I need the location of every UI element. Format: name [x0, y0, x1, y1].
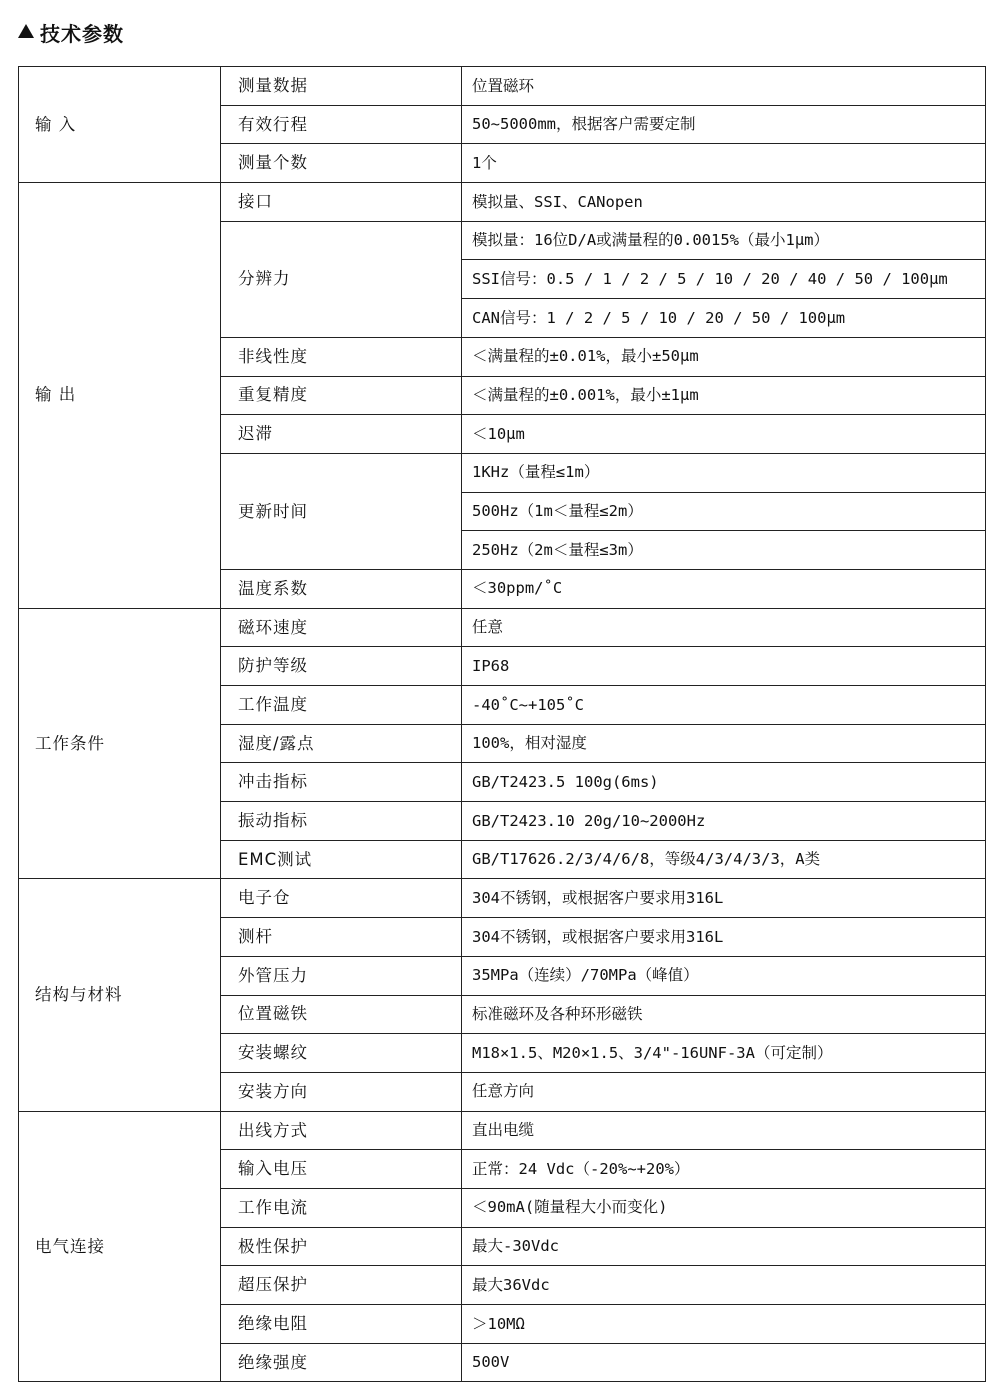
parameter-name-cell: 安装螺纹 [221, 1034, 462, 1073]
parameter-value-cell: ＜10μm [462, 415, 986, 454]
parameter-value-cell: 模拟量、SSI、CANopen [462, 183, 986, 222]
category-cell: 结构与材料 [19, 879, 221, 1111]
parameter-value-cell: 500V [462, 1343, 986, 1382]
parameter-name-cell: 迟滞 [221, 415, 462, 454]
triangle-icon [18, 24, 34, 38]
parameter-value-cell: GB/T17626.2/3/4/6/8，等级4/3/4/3/3，A类 [462, 840, 986, 879]
parameter-name-cell: 磁环速度 [221, 608, 462, 647]
parameter-name-cell: 位置磁铁 [221, 995, 462, 1034]
parameter-value-cell: GB/T2423.5 100g(6ms) [462, 763, 986, 802]
category-cell: 输 出 [19, 183, 221, 609]
parameter-value-cell: ＜30ppm/˚C [462, 569, 986, 608]
spec-table [18, 66, 986, 1382]
parameter-name-cell: 重复精度 [221, 376, 462, 415]
parameter-name-cell: 更新时间 [221, 453, 462, 569]
parameter-value-cell: 标准磁环及各种环形磁铁 [462, 995, 986, 1034]
parameter-name-cell: 冲击指标 [221, 763, 462, 802]
table-row [19, 608, 986, 647]
parameter-value-cell: 1KHz（量程≤1m） [462, 453, 986, 492]
parameter-name-cell: 测杆 [221, 918, 462, 957]
section-heading-text: 技术参数 [40, 21, 124, 46]
parameter-value-cell: ＞10MΩ [462, 1305, 986, 1344]
parameter-value-cell: -40˚C~+105˚C [462, 686, 986, 725]
parameter-name-cell: 有效行程 [221, 105, 462, 144]
parameter-name-cell: 电子仓 [221, 879, 462, 918]
parameter-value-cell: 35MPa（连续）/70MPa（峰值） [462, 956, 986, 995]
parameter-name-cell: 防护等级 [221, 647, 462, 686]
spec-table-body [19, 67, 986, 1382]
parameter-name-cell: 湿度/露点 [221, 724, 462, 763]
parameter-name-cell: 分辨力 [221, 221, 462, 337]
parameter-value-cell: 304不锈钢，或根据客户要求用316L [462, 879, 986, 918]
parameter-value-cell: 任意方向 [462, 1072, 986, 1111]
parameter-name-cell: 极性保护 [221, 1227, 462, 1266]
parameter-value-cell: 304不锈钢，或根据客户要求用316L [462, 918, 986, 957]
parameter-name-cell: 超压保护 [221, 1266, 462, 1305]
parameter-value-cell: 正常：24 Vdc（-20%~+20%） [462, 1150, 986, 1189]
parameter-value-cell: GB/T2423.10 20g/10~2000Hz [462, 802, 986, 841]
parameter-value-cell: ＜满量程的±0.01%，最小±50μm [462, 337, 986, 376]
section-heading [18, 14, 124, 50]
parameter-value-cell: ＜满量程的±0.001%，最小±1μm [462, 376, 986, 415]
parameter-name-cell: 非线性度 [221, 337, 462, 376]
parameter-name-cell: 工作电流 [221, 1188, 462, 1227]
parameter-name-cell: EMC测试 [221, 840, 462, 879]
parameter-value-cell: 50~5000mm，根据客户需要定制 [462, 105, 986, 144]
parameter-value-cell: ＜90mA(随量程大小而变化) [462, 1188, 986, 1227]
parameter-value-cell: 500Hz（1m＜量程≤2m） [462, 492, 986, 531]
parameter-name-cell: 绝缘电阻 [221, 1305, 462, 1344]
parameter-name-cell: 测量数据 [221, 67, 462, 106]
parameter-value-cell: 直出电缆 [462, 1111, 986, 1150]
parameter-value-cell: CAN信号：1 / 2 / 5 / 10 / 20 / 50 / 100μm [462, 299, 986, 338]
parameter-name-cell: 安装方向 [221, 1072, 462, 1111]
category-cell: 输 入 [19, 67, 221, 183]
parameter-value-cell: 最大-30Vdc [462, 1227, 986, 1266]
parameter-value-cell: SSI信号：0.5 / 1 / 2 / 5 / 10 / 20 / 40 / 50 / 100μm [462, 260, 986, 299]
parameter-value-cell: M18×1.5、M20×1.5、3/4"-16UNF-3A（可定制） [462, 1034, 986, 1073]
parameter-name-cell: 工作温度 [221, 686, 462, 725]
parameter-name-cell: 温度系数 [221, 569, 462, 608]
parameter-value-cell: 模拟量：16位D/A或满量程的0.0015%（最小1μm） [462, 221, 986, 260]
table-row [19, 879, 986, 918]
parameter-name-cell: 外管压力 [221, 956, 462, 995]
parameter-value-cell: 1个 [462, 144, 986, 183]
parameter-value-cell: IP68 [462, 647, 986, 686]
category-cell: 工作条件 [19, 608, 221, 879]
parameter-name-cell: 出线方式 [221, 1111, 462, 1150]
parameter-name-cell: 测量个数 [221, 144, 462, 183]
parameter-name-cell: 输入电压 [221, 1150, 462, 1189]
parameter-value-cell: 任意 [462, 608, 986, 647]
parameter-value-cell: 最大36Vdc [462, 1266, 986, 1305]
parameter-name-cell: 绝缘强度 [221, 1343, 462, 1382]
parameter-value-cell: 250Hz（2m＜量程≤3m） [462, 531, 986, 570]
table-row [19, 67, 986, 106]
parameter-value-cell: 100%，相对湿度 [462, 724, 986, 763]
category-cell: 电气连接 [19, 1111, 221, 1382]
parameter-value-cell: 位置磁环 [462, 67, 986, 106]
parameter-name-cell: 接口 [221, 183, 462, 222]
table-row [19, 183, 986, 222]
table-row [19, 1111, 986, 1150]
parameter-name-cell: 振动指标 [221, 802, 462, 841]
